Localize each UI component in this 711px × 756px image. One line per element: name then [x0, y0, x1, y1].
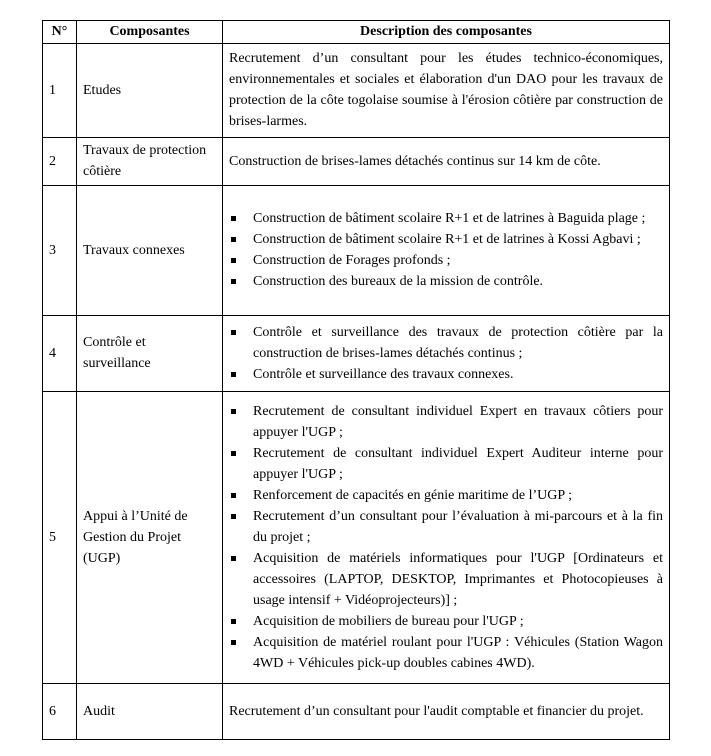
header-component: Composantes	[77, 21, 223, 44]
description-text: Recrutement d’un consultant pour l'audit comptable et financier du projet.	[229, 703, 644, 719]
list-item-text: Acquisition de matériel roulant pour l'UGP : Véhicules (Station Wagon 4WD + Véhicules pick-up doubles cabines 4WD).	[253, 634, 663, 671]
square-bullet-icon	[231, 451, 236, 456]
list-item-text: Construction de Forages profonds ;	[253, 253, 451, 268]
row-number: 2	[43, 138, 77, 186]
list-item-text: Recrutement de consultant individuel Expert Auditeur interne pour appuyer l'UGP ;	[253, 445, 663, 482]
row-component: Audit	[77, 684, 223, 740]
description-text: Construction de brises-lames détachés continus sur 14 km de côte.	[229, 153, 601, 169]
list-item	[229, 271, 663, 292]
row-number: 5	[43, 392, 77, 684]
components-table	[42, 20, 670, 740]
list-item-text: Construction de bâtiment scolaire R+1 et de latrines à Baguida plage ;	[253, 211, 646, 226]
list-item	[229, 364, 663, 385]
row-description	[223, 138, 670, 186]
row-number: 3	[43, 186, 77, 316]
list-item-text: Renforcement de capacités en génie maritime de l’UGP ;	[253, 487, 573, 503]
list-item-text: Recrutement de consultant individuel Expert en travaux côtiers pour appuyer l'UGP ;	[253, 403, 663, 440]
bullet-list	[229, 208, 663, 292]
list-item	[229, 443, 663, 485]
list-item	[229, 611, 663, 632]
row-number: 1	[43, 44, 77, 138]
description-text: Recrutement d’un consultant pour les études technico-économiques, environnementales et sociales et élaboration d'un DAO pour les travaux de protection de la côte togolaise soumise à l'érosion côtière par construction de brises-larmes.	[229, 51, 663, 129]
table-row	[43, 684, 670, 740]
row-number: 4	[43, 316, 77, 392]
list-item	[229, 250, 663, 271]
table-row	[43, 316, 670, 392]
header-number: N°	[43, 21, 77, 44]
bullet-list	[229, 322, 663, 385]
row-description	[223, 44, 670, 138]
row-description	[223, 684, 670, 740]
row-description	[223, 186, 670, 316]
row-component: Travaux de protection côtière	[77, 138, 223, 186]
list-item	[229, 632, 663, 674]
square-bullet-icon	[231, 216, 236, 221]
square-bullet-icon	[231, 514, 236, 519]
square-bullet-icon	[231, 279, 236, 284]
list-item-text: Contrôle et surveillance des travaux connexes.	[253, 366, 514, 382]
list-item-text: Construction des bureaux de la mission de contrôle.	[253, 274, 544, 289]
table-row	[43, 186, 670, 316]
row-description	[223, 392, 670, 684]
square-bullet-icon	[231, 619, 236, 624]
list-item	[229, 322, 663, 364]
row-number: 6	[43, 684, 77, 740]
list-item	[229, 208, 663, 229]
list-item-text: Construction de bâtiment scolaire R+1 et de latrines à Kossi Agbavi ;	[253, 232, 641, 247]
list-item-text: Contrôle et surveillance des travaux de protection côtière par la construction de brises-lames détachés continus ;	[253, 324, 663, 361]
square-bullet-icon	[231, 330, 236, 335]
list-item	[229, 229, 663, 250]
list-item	[229, 548, 663, 611]
bullet-list	[229, 401, 663, 674]
square-bullet-icon	[231, 258, 236, 263]
square-bullet-icon	[231, 493, 236, 498]
header-description: Description des composantes	[223, 21, 670, 44]
table-header-row	[43, 21, 670, 44]
table-row	[43, 392, 670, 684]
list-item	[229, 485, 663, 506]
square-bullet-icon	[231, 237, 236, 242]
row-component: Contrôle et surveillance	[77, 316, 223, 392]
list-item-text: Acquisition de mobiliers de bureau pour l'UGP ;	[253, 613, 524, 629]
row-component: Travaux connexes	[77, 186, 223, 316]
square-bullet-icon	[231, 409, 236, 414]
row-component: Appui à l’Unité de Gestion du Projet (UGP)	[77, 392, 223, 684]
square-bullet-icon	[231, 556, 236, 561]
list-item	[229, 506, 663, 548]
table-row	[43, 44, 670, 138]
row-description	[223, 316, 670, 392]
list-item-text: Recrutement d’un consultant pour l’évaluation à mi-parcours et à la fin du projet ;	[253, 508, 663, 545]
list-item	[229, 401, 663, 443]
list-item-text: Acquisition de matériels informatiques pour l'UGP [Ordinateurs et accessoires (LAPTOP, DESKTOP, Imprimantes et Photocopieuses à usage intensif + Vidéoprojecteurs)] ;	[253, 550, 663, 608]
row-component: Etudes	[77, 44, 223, 138]
square-bullet-icon	[231, 640, 236, 645]
square-bullet-icon	[231, 372, 236, 377]
table-row	[43, 138, 670, 186]
